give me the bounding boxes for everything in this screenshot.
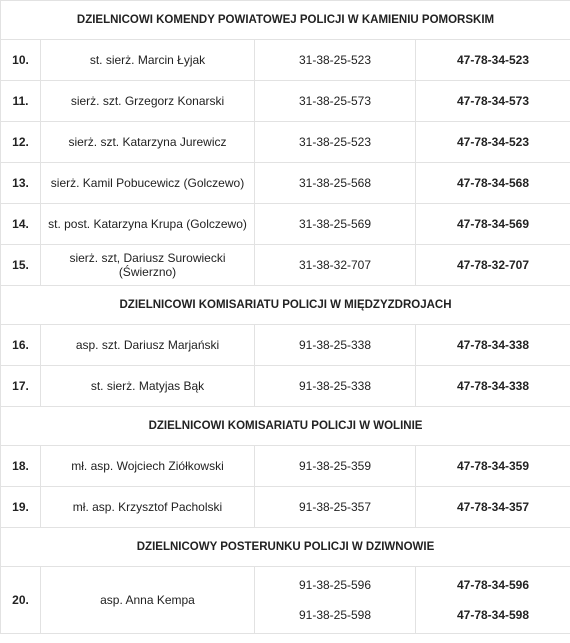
- row-number: 16.: [1, 325, 41, 366]
- officer-name: st. sierż. Matyjas Bąk: [41, 366, 255, 407]
- phone-number: 31-38-25-573: [255, 81, 416, 122]
- section-header: [1, 528, 570, 567]
- row-number: 15.: [1, 245, 41, 286]
- row-number: 20.: [1, 567, 41, 634]
- officer-name: sierż. szt. Katarzyna Jurewicz: [41, 122, 255, 163]
- officer-name: st. sierż. Marcin Łyjak: [41, 40, 255, 81]
- row-number: 17.: [1, 366, 41, 407]
- row-number: 18.: [1, 446, 41, 487]
- mobile-number: 47-78-32-707: [416, 245, 570, 286]
- table-row: [1, 446, 570, 487]
- table-row: [1, 122, 570, 163]
- phone-number: 91-38-25-338: [255, 325, 416, 366]
- officer-name: sierż. szt. Grzegorz Konarski: [41, 81, 255, 122]
- table-row: [1, 40, 570, 81]
- officer-name: sierż. Kamil Pobucewicz (Golczewo): [41, 163, 255, 204]
- officer-name: asp. szt. Dariusz Marjański: [41, 325, 255, 366]
- table-row: [1, 567, 570, 634]
- section-header: [1, 1, 570, 40]
- row-number: 10.: [1, 40, 41, 81]
- mobile-numbers: [416, 567, 570, 634]
- table-row: [1, 245, 570, 286]
- row-number: 11.: [1, 81, 41, 122]
- table-row: [1, 163, 570, 204]
- table-row: [1, 366, 570, 407]
- mobile-number: 47-78-34-359: [416, 446, 570, 487]
- mobile-number: 47-78-34-568: [416, 163, 570, 204]
- table-row: [1, 81, 570, 122]
- table-row: [1, 487, 570, 528]
- section-header: [1, 407, 570, 446]
- mobile-number: 47-78-34-338: [416, 325, 570, 366]
- phone-number: 91-38-25-359: [255, 446, 416, 487]
- section-title: DZIELNICOWI KOMISARIATU POLICJI W MIĘDZYZDROJACH: [1, 286, 570, 325]
- phone-number: 31-38-25-569: [255, 204, 416, 245]
- phone-number: 31-38-25-523: [255, 40, 416, 81]
- officer-name: sierż. szt, Dariusz Surowiecki (Świerzno): [41, 245, 255, 286]
- officer-name: mł. asp. Wojciech Ziółkowski: [41, 446, 255, 487]
- section-title: DZIELNICOWI KOMISARIATU POLICJI W WOLINIE: [1, 407, 570, 446]
- phone-number: 91-38-25-338: [255, 366, 416, 407]
- phone-number-2: 91-38-25-598: [298, 608, 372, 622]
- mobile-number-2: 47-78-34-598: [456, 608, 530, 622]
- row-number: 14.: [1, 204, 41, 245]
- mobile-number: 47-78-34-338: [416, 366, 570, 407]
- section-header: [1, 286, 570, 325]
- phone-number: 91-38-25-357: [255, 487, 416, 528]
- row-number: 13.: [1, 163, 41, 204]
- officer-name: st. post. Katarzyna Krupa (Golczewo): [41, 204, 255, 245]
- phone-number: 91-38-25-596: [298, 578, 372, 592]
- phone-number: 31-38-25-523: [255, 122, 416, 163]
- mobile-number: 47-78-34-357: [416, 487, 570, 528]
- section-title: DZIELNICOWY POSTERUNKU POLICJI W DZIWNOWIE: [1, 528, 570, 567]
- table-row: [1, 325, 570, 366]
- mobile-number: 47-78-34-523: [416, 40, 570, 81]
- section-title: DZIELNICOWI KOMENDY POWIATOWEJ POLICJI W KAMIENIU POMORSKIM: [1, 1, 570, 40]
- mobile-number: 47-78-34-596: [456, 578, 530, 592]
- row-number: 12.: [1, 122, 41, 163]
- mobile-number: 47-78-34-523: [416, 122, 570, 163]
- officer-name: mł. asp. Krzysztof Pacholski: [41, 487, 255, 528]
- row-number: 19.: [1, 487, 41, 528]
- phone-number: 31-38-25-568: [255, 163, 416, 204]
- mobile-number: 47-78-34-573: [416, 81, 570, 122]
- phone-number: 31-38-32-707: [255, 245, 416, 286]
- table-row: [1, 204, 570, 245]
- officer-name: asp. Anna Kempa: [41, 567, 255, 634]
- mobile-number: 47-78-34-569: [416, 204, 570, 245]
- phone-numbers: [255, 567, 416, 634]
